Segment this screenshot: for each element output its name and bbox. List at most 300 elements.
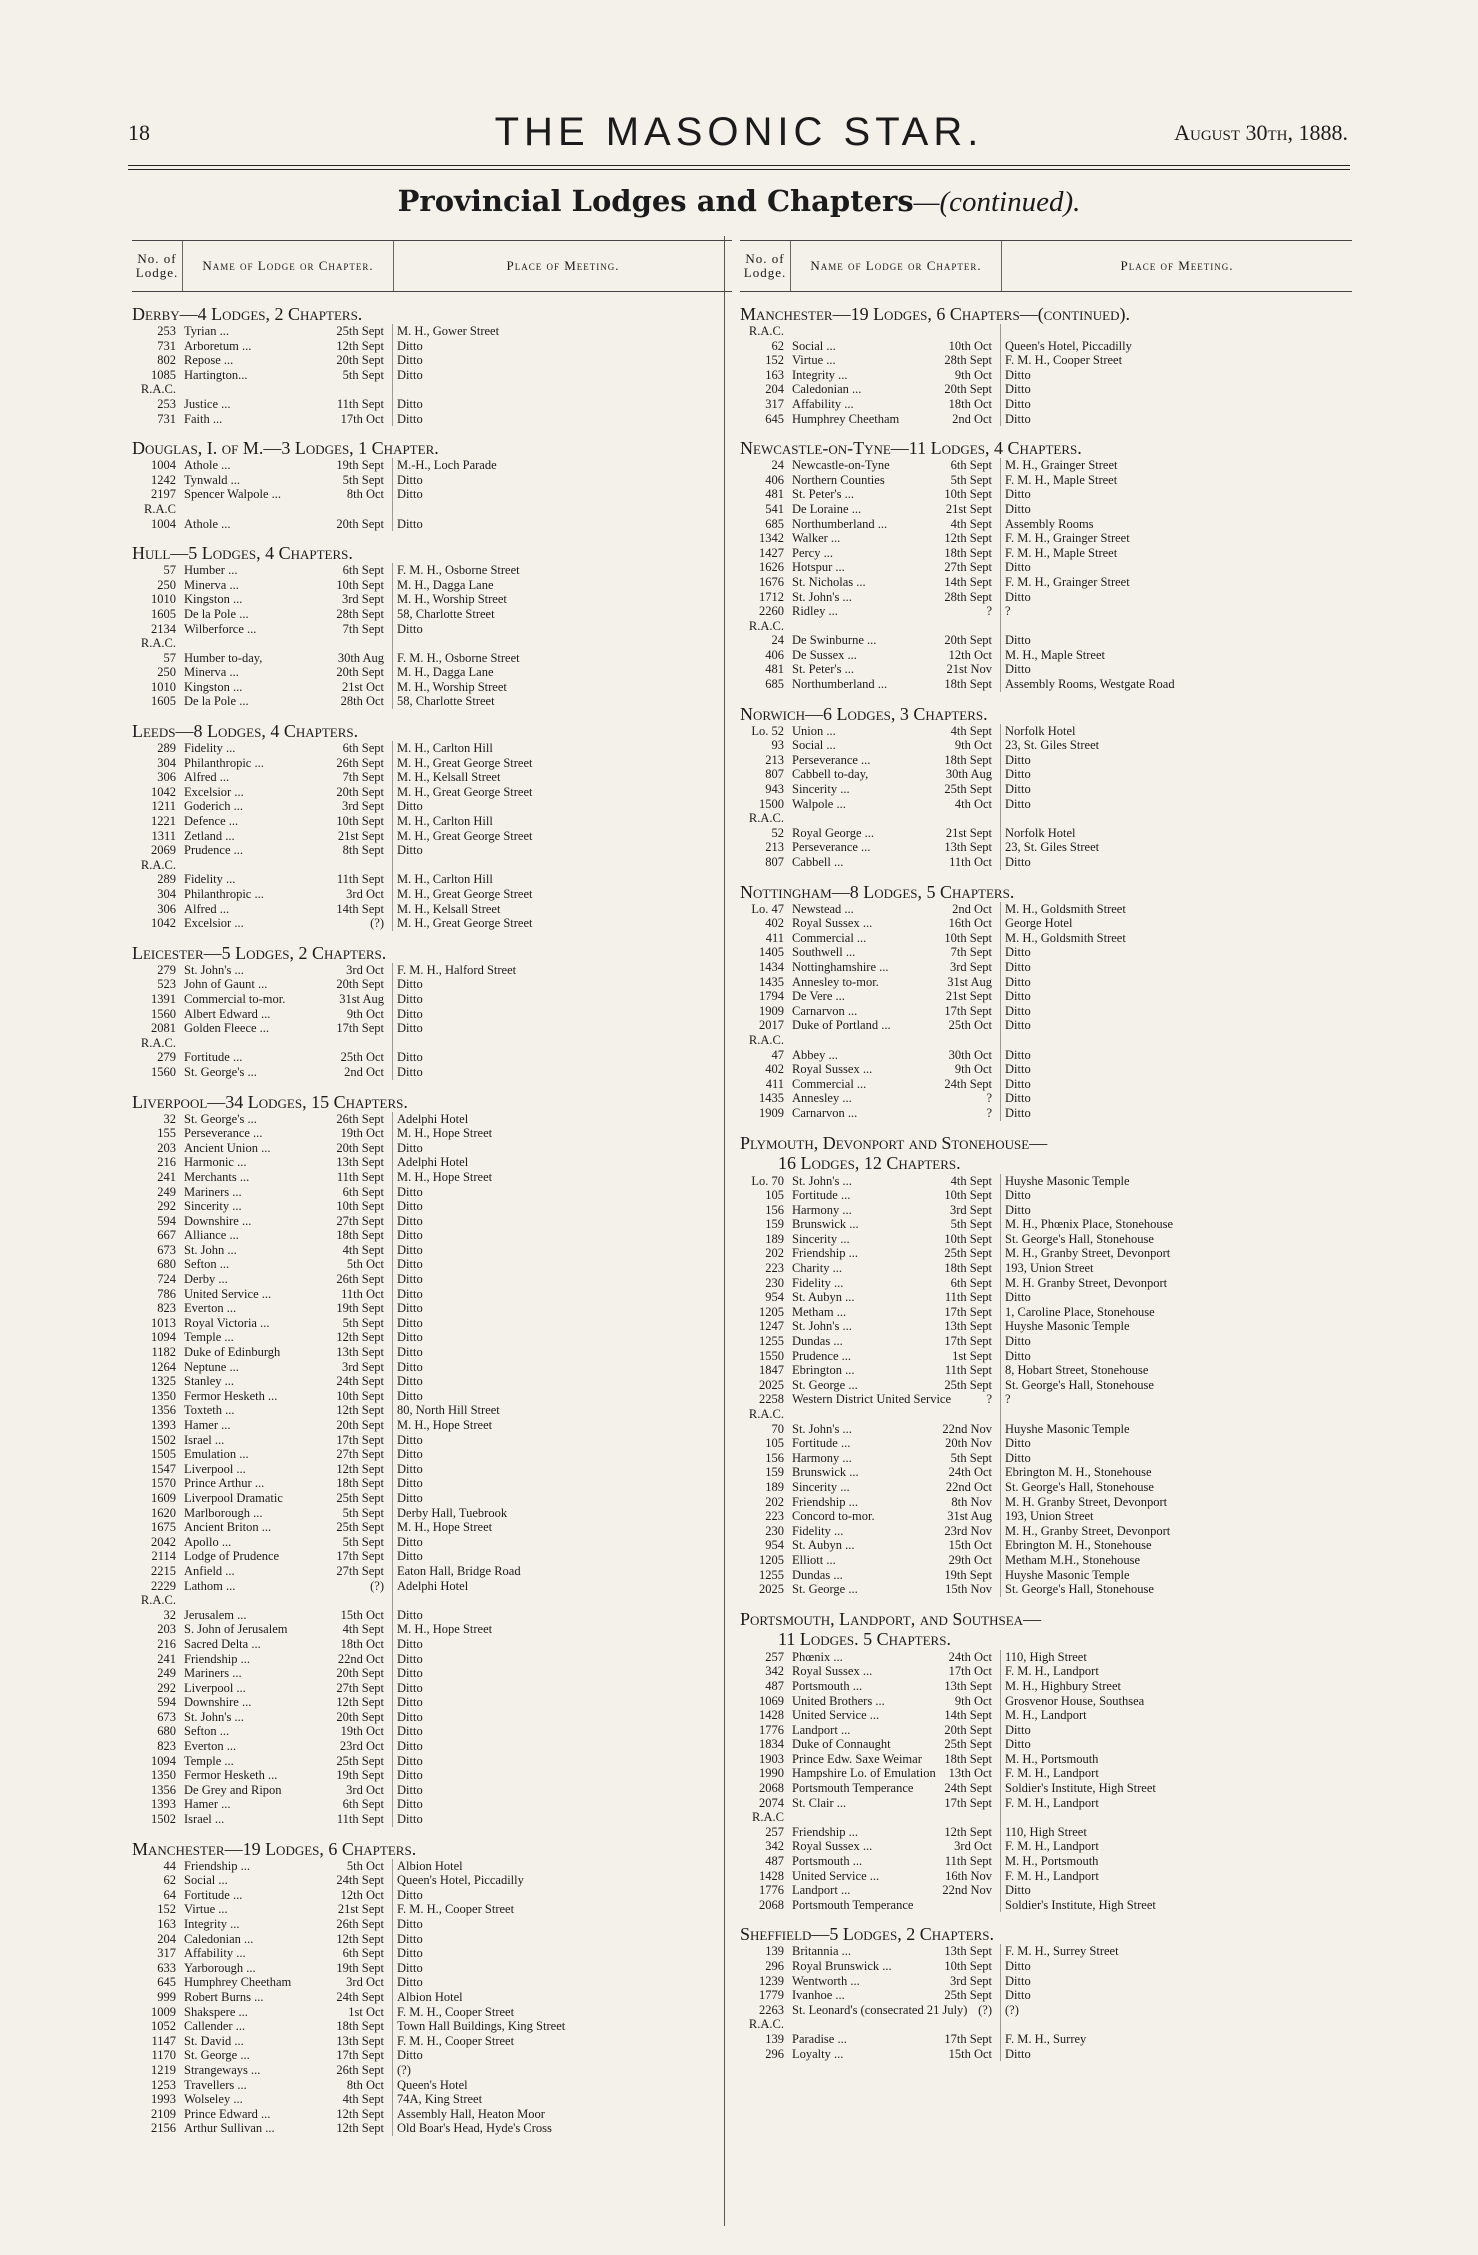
lodge-name: Friendship ... (792, 1824, 858, 1839)
lodge-number: 32 (163, 1111, 176, 1126)
lodge-row (132, 2034, 732, 2049)
lodge-row (132, 487, 732, 502)
lodge-name: Social ... (184, 1873, 228, 1888)
lodge-row (132, 458, 732, 473)
lodge-name: Portsmouth ... (792, 1678, 863, 1693)
meeting-place: Ditto (392, 1287, 732, 1302)
meeting-date: 27th Sept (336, 1563, 384, 1578)
lodge-row (132, 1666, 732, 1681)
lodge-number: 724 (157, 1272, 176, 1287)
lodge-name: Wentworth ... (792, 1973, 860, 1988)
meeting-date: 4th Sept (950, 516, 992, 531)
meeting-place: F. M. H., Landport (1000, 1839, 1352, 1854)
lodge-number: 24 (771, 458, 784, 473)
lodge-name: De la Pole ... (184, 606, 249, 621)
meeting-place: M. H. Granby Street, Devonport (1000, 1495, 1352, 1510)
lodge-row (132, 2019, 732, 2034)
lodge-row (132, 1214, 732, 1229)
lodge-number: 731 (157, 411, 176, 426)
meeting-date: 17th Sept (944, 1334, 992, 1349)
lodge-row (132, 992, 732, 1007)
lodge-row (132, 1961, 732, 1976)
meeting-place: Ditto (392, 1301, 732, 1316)
lodge-name: De Sussex ... (792, 647, 857, 662)
lodge-number: 156 (765, 1450, 784, 1465)
meeting-place: M. H., Worship Street (392, 680, 732, 695)
lodge-row (132, 1506, 732, 1521)
meeting-place (1000, 2017, 1352, 2032)
lodge-row (740, 1664, 1352, 1679)
lodge-row (132, 607, 732, 622)
meeting-place: Huyshe Masonic Temple (1000, 1174, 1352, 1189)
meeting-date: 12th Sept (336, 2121, 384, 2136)
meeting-place: Ditto (1000, 662, 1352, 677)
lodge-name: Liverpool Dramatic (184, 1490, 283, 1505)
lodge-name: Sefton ... (184, 1724, 230, 1739)
meeting-place: F. M. H., Maple Street (1000, 473, 1352, 488)
meeting-place: Ditto (392, 1695, 732, 1710)
meeting-place: Norfolk Hotel (1000, 724, 1352, 739)
meeting-place: Ditto (392, 1021, 732, 1036)
lodge-name: Repose ... (184, 353, 234, 368)
meeting-date: 10th Sept (944, 1188, 992, 1203)
meeting-date: 26th Sept (336, 2062, 384, 2077)
lodge-row (740, 1509, 1352, 1524)
lodge-row (132, 843, 732, 858)
meeting-place: Ditto (1000, 1290, 1352, 1305)
lodge-number: 1500 (759, 796, 784, 811)
lodge-number: 317 (157, 1946, 176, 1961)
meeting-date: 3rd Oct (346, 962, 384, 977)
meeting-place: (?) (392, 2063, 732, 2078)
meeting-place: Ditto (392, 1797, 732, 1812)
lodge-row (740, 633, 1352, 648)
lodge-name: St. Aubyn ... (792, 1290, 855, 1305)
meeting-date: 19th Oct (340, 1126, 384, 1141)
lodge-row (740, 1854, 1352, 1869)
lodge-number: 1242 (151, 472, 176, 487)
meeting-place: Soldier's Institute, High Street (1000, 1898, 1352, 1913)
meeting-place: Ditto (392, 1345, 732, 1360)
meeting-date: 12th Sept (336, 338, 384, 353)
meeting-date (922, 2017, 1000, 2032)
meeting-date: 4th Oct (954, 796, 992, 811)
meeting-place: Ebrington M. H., Stonehouse (1000, 1465, 1352, 1480)
meeting-date: 24th Oct (948, 1649, 992, 1664)
meeting-date: 20th Sept (944, 1722, 992, 1737)
meeting-date: 5th Sept (342, 1534, 384, 1549)
meeting-place: Albion Hotel (392, 1859, 732, 1874)
lodge-name: Mariners ... (184, 1184, 242, 1199)
meeting-date: 10th Sept (336, 814, 384, 829)
meeting-date: 20th Sept (336, 665, 384, 680)
lodge-number: 1909 (759, 1003, 784, 1018)
lodge-name: Prudence ... (792, 1348, 852, 1363)
newspaper-title: THE MASONIC STAR. (494, 110, 984, 154)
meeting-place (392, 1036, 732, 1051)
meeting-place (1000, 811, 1352, 826)
lodge-number: 342 (765, 1839, 784, 1854)
lodge-number: 32 (163, 1607, 176, 1622)
lodge-row (132, 1932, 732, 1947)
lodge-name: St. John's ... (184, 1709, 244, 1724)
lodge-number: 2081 (151, 1021, 176, 1036)
lodge-name: Annesley ... (792, 1091, 852, 1106)
lodge-number: 1560 (151, 1064, 176, 1079)
lodge-name: Hamer ... (184, 1797, 231, 1812)
meeting-place (392, 858, 732, 873)
meeting-date: 24th Sept (336, 1989, 384, 2004)
meeting-date: 25th Sept (336, 324, 384, 338)
lodge-number: 1605 (151, 606, 176, 621)
lodge-row (740, 502, 1352, 517)
lodge-number: 1435 (759, 1091, 784, 1106)
meeting-place: Ditto (1000, 1349, 1352, 1364)
lodge-row (740, 916, 1352, 931)
meeting-place: Assembly Hall, Heaton Moor (392, 2107, 732, 2122)
meeting-date: 3rd Sept (949, 959, 992, 974)
meeting-date: 6th Sept (950, 1275, 992, 1290)
meeting-date: 20th Sept (944, 382, 992, 397)
meeting-date: 11th Sept (336, 1812, 384, 1827)
meeting-place: Ditto (392, 1739, 732, 1754)
meeting-place: Ditto (1000, 1004, 1352, 1019)
lodge-name: United Service ... (184, 1286, 272, 1301)
meeting-place: 193, Union Street (1000, 1509, 1352, 1524)
lodge-name: Fidelity ... (184, 741, 236, 756)
meeting-place: F. M. H., Cooper Street (392, 2034, 732, 2049)
lodge-name: De la Pole ... (184, 694, 249, 709)
lodge-number: 1547 (151, 1461, 176, 1476)
lodge-name: Kingston ... (184, 679, 243, 694)
lodge-number: 1342 (759, 531, 784, 546)
lodge-name: Portsmouth ... (792, 1854, 863, 1869)
lodge-row (740, 2047, 1352, 2062)
lodge-name: Commercial to-mor. (184, 991, 286, 1006)
lodge-number: 1094 (151, 1330, 176, 1345)
lodge-name: Newstead ... (792, 901, 854, 916)
meeting-place: M. H., Hope Street (392, 1622, 732, 1637)
lodge-name: Lathom ... (184, 1578, 236, 1593)
lodge-row (740, 1959, 1352, 1974)
meeting-place: Ditto (1000, 1988, 1352, 2003)
lodge-row (740, 368, 1352, 383)
issue-date: August 30th, 1888. (1174, 120, 1348, 145)
lodge-number: 156 (765, 1202, 784, 1217)
meeting-place: F. M. H., Halford Street (392, 963, 732, 978)
lodge-name: Duke of Edinburgh (184, 1345, 281, 1360)
lodge-number: 685 (765, 516, 784, 531)
lodge-number: 2042 (151, 1534, 176, 1549)
meeting-place: Huyshe Masonic Temple (1000, 1319, 1352, 1334)
meeting-date: 17th Sept (944, 1003, 992, 1018)
lodge-number: R.A.C. (140, 382, 176, 397)
meeting-date: 23rd Nov (944, 1523, 992, 1538)
lodge-row (132, 1301, 732, 1316)
meeting-place: Ditto (392, 1812, 732, 1827)
meeting-place (392, 636, 732, 651)
lodge-row (740, 1077, 1352, 1092)
lodge-row (740, 1334, 1352, 1349)
meeting-place: F. M. H., Grainger Street (1000, 575, 1352, 590)
lodge-name: Friendship ... (792, 1494, 858, 1509)
lodge-row (740, 797, 1352, 812)
group-subheading: 16 Lodges, 12 Chapters. (778, 1152, 961, 1173)
meeting-place: Ditto (392, 1447, 732, 1462)
lodge-number: 406 (765, 472, 784, 487)
meeting-date: 7th Sept (950, 945, 992, 960)
lodge-number: 1239 (759, 1973, 784, 1988)
lodge-row (740, 1091, 1352, 1106)
meeting-date: 27th Sept (336, 1680, 384, 1695)
lodge-row (132, 412, 732, 427)
meeting-place: Ditto (392, 1330, 732, 1345)
meeting-date: 24th Sept (336, 1374, 384, 1389)
group-heading: Hull—5 Lodges, 4 Chapters. (132, 543, 353, 564)
lodge-number: 802 (157, 353, 176, 368)
lodge-name: St. John's ... (792, 1173, 852, 1188)
lodge-row (132, 1975, 732, 1990)
lodge-name: Marlborough ... (184, 1505, 263, 1520)
lodge-number: 1626 (759, 560, 784, 575)
meeting-place: Ditto (392, 1768, 732, 1783)
meeting-date: ? (986, 604, 992, 619)
meeting-place: Queen's Hotel, Piccadilly (1000, 339, 1352, 354)
meeting-date: 9th Oct (954, 367, 992, 382)
meeting-place: M. H., Landport (1000, 1708, 1352, 1723)
meeting-date: 18th Sept (944, 1261, 992, 1276)
lodge-name: Prince Edw. Saxe Weimar (792, 1751, 922, 1766)
lodge-row (132, 1593, 732, 1608)
lodge-number: 633 (157, 1960, 176, 1975)
meeting-date: 3rd Sept (949, 1202, 992, 1217)
lodge-row (740, 546, 1352, 561)
group-heading: Portsmouth, Landport, and Southsea— (740, 1608, 1042, 1629)
meeting-place: M. H., Carlton Hill (392, 741, 732, 756)
lodge-number: 296 (765, 2046, 784, 2061)
meeting-date: 23rd Oct (339, 1739, 384, 1754)
lodge-number: 999 (157, 1989, 176, 2004)
lodge-row (740, 1553, 1352, 1568)
lodge-row (132, 1418, 732, 1433)
meeting-place: Ditto (1000, 1737, 1352, 1752)
meeting-place: Ditto (392, 1491, 732, 1506)
lodge-number: 1042 (151, 916, 176, 931)
lodge-name: Southwell ... (792, 945, 856, 960)
meeting-place: Ditto (392, 412, 732, 427)
lodge-number: 1219 (151, 2062, 176, 2077)
group-heading: Nottingham—8 Lodges, 5 Chapters. (740, 881, 1015, 902)
lodge-row (740, 1465, 1352, 1480)
meeting-place: M. H., Dagga Lane (392, 665, 732, 680)
lodge-number: 1620 (151, 1505, 176, 1520)
lodge-number: 57 (163, 563, 176, 578)
lodge-row (740, 1392, 1352, 1407)
lodge-number: 1393 (151, 1418, 176, 1432)
lodge-name: Lodge of Prudence (184, 1549, 280, 1564)
meeting-date (314, 502, 392, 517)
lodge-name: St. George ... (792, 1582, 858, 1597)
meeting-date: 20th Sept (336, 1140, 384, 1155)
lodge-number: 1993 (151, 2092, 176, 2107)
lodge-number: 1794 (759, 989, 784, 1004)
lodge-row (740, 1451, 1352, 1466)
meeting-date: 24th Sept (944, 1781, 992, 1796)
lodge-row (740, 648, 1352, 663)
lodge-number: Lo. 70 (751, 1173, 784, 1188)
lodge-name: Sincerity ... (184, 1199, 242, 1214)
lodge-name: Everton ... (184, 1301, 237, 1316)
lodge-name: Royal Sussex ... (792, 1664, 873, 1679)
lodge-row (740, 487, 1352, 502)
lodge-name: St. George ... (792, 1377, 858, 1392)
meeting-date: 3rd Sept (341, 1359, 384, 1374)
meeting-date: 18th Sept (336, 1476, 384, 1491)
lodge-name: Harmonic ... (184, 1155, 247, 1170)
group-heading: Newcastle-on-Tyne—11 Lodges, 4 Chapters. (740, 438, 1082, 459)
meeting-place: Ditto (1000, 782, 1352, 797)
lodge-row (740, 619, 1352, 634)
lodge-number: 1356 (151, 1782, 176, 1797)
lodge-name: Tynwald ... (184, 472, 241, 487)
page-number: 18 (128, 120, 150, 145)
lodge-row (740, 826, 1352, 841)
lodge-number: 2229 (151, 1578, 176, 1593)
lodge-row (132, 963, 732, 978)
lodge-row (740, 811, 1352, 826)
lodge-row (132, 1637, 732, 1652)
meeting-place: Ditto (1000, 960, 1352, 975)
lodge-name: Alfred ... (184, 901, 230, 916)
meeting-place: Assembly Rooms (1000, 517, 1352, 532)
lodge-row (132, 977, 732, 992)
meeting-date: 30th Aug (337, 650, 384, 665)
lodge-row (132, 1360, 732, 1375)
lodge-number: 481 (765, 487, 784, 502)
masthead-rule-2 (128, 169, 1350, 170)
lodge-row (132, 324, 732, 339)
lodge-row (740, 1217, 1352, 1232)
meeting-date: 9th Oct (346, 1006, 384, 1021)
lodge-name: Northumberland ... (792, 516, 888, 531)
meeting-place: St. George's Hall, Stonehouse (1000, 1480, 1352, 1495)
lodge-number: 1990 (759, 1766, 784, 1781)
meeting-place: M.-H., Loch Parade (392, 458, 732, 473)
meeting-place: Norfolk Hotel (1000, 826, 1352, 841)
lodge-name: Sacred Delta ... (184, 1636, 261, 1651)
meeting-date: 29th Oct (948, 1552, 992, 1567)
meeting-date: 1st Oct (348, 2004, 384, 2019)
lodge-number: 1311 (151, 828, 176, 843)
lodge-name: Downshire ... (184, 1213, 252, 1228)
lodge-name: Cabbell to-day, (792, 767, 869, 782)
meeting-date: 19th Sept (336, 1960, 384, 1975)
lodge-row (132, 578, 732, 593)
meeting-date: 6th Sept (342, 1184, 384, 1199)
lodge-number: 62 (163, 1873, 176, 1888)
meeting-place: Assembly Rooms, Westgate Road (1000, 677, 1352, 692)
lodge-number: 1147 (151, 2033, 176, 2048)
meeting-date: 27th Sept (336, 1213, 384, 1228)
lodge-number: 487 (765, 1678, 784, 1693)
meeting-date: 21st Sept (945, 825, 992, 840)
meeting-date: 3rd Oct (954, 1839, 992, 1854)
lodge-name: Western District United Service (792, 1392, 952, 1407)
lodge-name: Wolseley ... (184, 2092, 243, 2107)
lodge-name: Fortitude ... (792, 1436, 851, 1451)
lodge-row (740, 412, 1352, 427)
meeting-place: Ditto (392, 1316, 732, 1331)
lodge-name: Defence ... (184, 814, 239, 829)
meeting-date: (?) (370, 916, 384, 931)
meeting-date: 20th Sept (944, 633, 992, 648)
lodge-number: 685 (765, 677, 784, 692)
meeting-date (922, 619, 1000, 634)
lodge-row (740, 1825, 1352, 1840)
meeting-date: 2nd Oct (952, 411, 992, 426)
meeting-date: 10th Oct (948, 338, 992, 353)
lodge-row (132, 473, 732, 488)
lodge-number: 2074 (759, 1795, 784, 1810)
lodge-number: 1350 (151, 1388, 176, 1403)
lodge-row (740, 1004, 1352, 1019)
meeting-place: M. H., Great George Street (392, 829, 732, 844)
meeting-date (922, 1898, 1000, 1913)
lodge-row (132, 1021, 732, 1036)
meeting-date: 10th Sept (336, 1388, 384, 1403)
lodge-number: 304 (157, 887, 176, 901)
lodge-name: Wilberforce ... (184, 621, 257, 636)
meeting-place: 58, Charlotte Street (392, 607, 732, 622)
lodge-number: 823 (157, 1301, 176, 1316)
meeting-date: 26th Sept (336, 1917, 384, 1931)
meeting-date: 20th Sept (336, 353, 384, 368)
lodge-row (740, 1048, 1352, 1063)
table-header (740, 240, 1352, 292)
lodge-number: 2134 (151, 621, 176, 636)
meeting-date: 15th Oct (948, 1538, 992, 1553)
lodge-name: Merchants ... (184, 1169, 250, 1184)
meeting-date: 31st Aug (339, 991, 384, 1006)
lodge-name: Prince Arthur ... (184, 1476, 265, 1491)
lodge-name: Paradise ... (792, 2031, 847, 2046)
meeting-place: M. H., Portsmouth (1000, 1752, 1352, 1767)
group-subheading: 11 Lodges. 5 Chapters. (778, 1628, 951, 1649)
lodge-row (132, 1520, 732, 1535)
lodge-row (132, 1695, 732, 1710)
meeting-date: 2nd Oct (344, 1064, 384, 1079)
meeting-date: 3rd Sept (341, 799, 384, 814)
lodge-number: R.A.C (144, 501, 176, 516)
lodge-name: Robert Burns ... (184, 1989, 264, 2004)
meeting-date: 13th Sept (336, 1155, 384, 1170)
lodge-row (132, 636, 732, 651)
meeting-date: 19th Sept (336, 1768, 384, 1783)
lodge-row (132, 1243, 732, 1258)
meeting-date: 12th Sept (336, 1403, 384, 1418)
lodge-row (132, 1257, 732, 1272)
lodge-row (132, 1622, 732, 1637)
lodge-number: Lo. 47 (751, 901, 784, 916)
lodge-row (740, 1568, 1352, 1583)
meeting-date: 19th Sept (336, 1301, 384, 1316)
meeting-place: Ditto (392, 1535, 732, 1550)
lodge-name: Percy ... (792, 545, 833, 560)
lodge-row (132, 1316, 732, 1331)
lodge-name: Tyrian ... (184, 324, 229, 338)
meeting-date: 22nd Nov (942, 1883, 992, 1898)
lodge-name: St. John ... (184, 1242, 237, 1257)
